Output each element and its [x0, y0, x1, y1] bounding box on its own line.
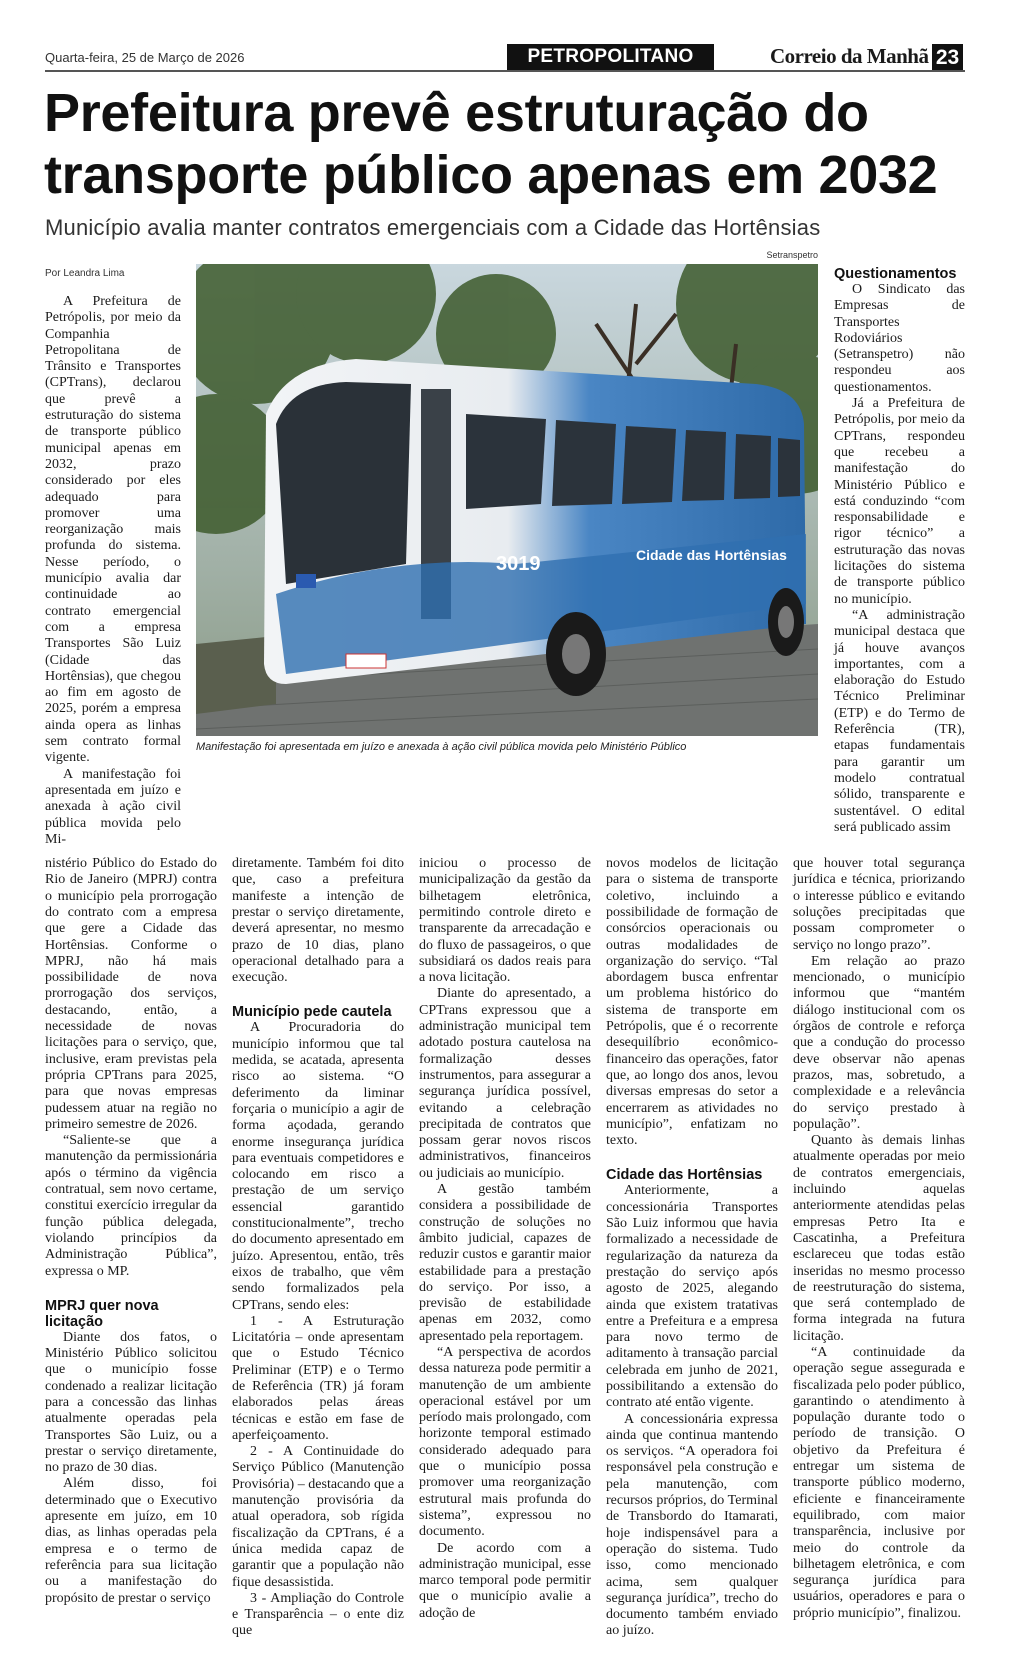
article-paragraph: “A administração municipal destaca que já houve avanços importantes, com a elaboração do Estudo Técnico Preliminar (ETP) e do Termo de Referência (TR), etapas fundamentais para garantir um modelo contratual sólido, transparente e sustentável. O edital será publicado assim [834, 607, 965, 835]
subheadline: Município avalia manter contratos emergenciais com a Cidade das Hortênsias [45, 215, 821, 240]
article-paragraph: nistério Público do Estado do Rio de Janeiro (MPRJ) contra o município pela prorrogação do contrato com a empresa que gere a Cidade das Hortênsias. Conforme o MPRJ, não há mais possibilidade de nova prorrogação dos serviços, destacando, então, a necessidade de novas licitações para o serviço, que, inclusive, eram previstas pela própria CPTrans para 2025, para que novas empresas pudessem atuar na região no primeiro semestre de 2026. [45, 856, 217, 1132]
page-number: 23 [932, 44, 963, 71]
article-paragraph: De acordo com a administração municipal, esse marco temporal pode permitir que o município avalie a adoção de [419, 1540, 591, 1621]
article-column-2 [232, 856, 404, 1640]
article-paragraph: Anteriormente, a concessionária Transportes São Luiz informou que havia formalizado a necessidade de regularização da natureza da prestação do serviço após agosto de 2025, alegando ainda que existem tratativas entre a Prefeitura e a empresa para novo termo de aditamento à transação parcial celebrada em junho de 2021, possibilitando a extensão do contrato até então vigente. [606, 1183, 778, 1411]
article-paragraph: 3 - Ampliação do Controle e Transparência – o ente diz que [232, 1590, 404, 1639]
section-heading: Cidade das Hortênsias [606, 1167, 763, 1184]
newspaper-logo: Correio da Manhã [770, 44, 929, 68]
article-paragraph: que houver total segurança jurídica e técnica, priorizando o interesse público e evitando soluções precipitadas que possam comprometer o serviço no longo prazo”. [793, 856, 965, 953]
byline: Por Leandra Lima [45, 268, 125, 279]
article-paragraph: A Prefeitura de Petrópolis, por meio da Companhia Petropolitana de Trânsito e Transportes (CPTrans), declarou que prevê a estruturação do sistema de transporte público municipal apenas em 2032, prazo considerado por eles adequado para promover uma reorganização mais profunda do sistema. Nesse período, o município avalia dar continuidade ao contrato emergencial com a empresa Transportes São Luiz (Cidade das Hortênsias), que chegou ao fim em agosto de 2025, porém a empresa ainda opera as linhas sem contrato formal vigente. [45, 294, 181, 766]
bus-label: Cidade das Hortênsias [636, 547, 787, 563]
article-body [45, 264, 965, 1640]
article-paragraph: Diante do apresentado, a CPTrans expressou que a administração municipal tem adotado postura cautelosa na formalização desses instrumentos, para assegurar a segurança jurídica possível, evitando a celebração precipitada de contratos que possam gerar novos riscos administrativos, financeiros ou judiciais ao município. [419, 986, 591, 1181]
bus-photo [196, 264, 818, 736]
article-paragraph: A gestão também considera a possibilidade de construção de soluções no âmbito judicial, capazes de reduzir custos e garantir maior estabilidade para a prestação do serviço. Por isso, a previsão de estabilidade apenas em 2032, como apresentado pela reportagem. [419, 1182, 591, 1344]
article-paragraph: “Saliente-se que a manutenção da permissionária após o término da vigência contratual, sem novo certame, constitui exercício irregular da função pública delegada, violando princípios da Administração Pública”, expressa o MP. [45, 1133, 217, 1279]
article-paragraph: O Sindicato das Empresas de Transportes Rodoviários (Setranspetro) não respondeu aos questionamentos. [834, 282, 965, 395]
article-column-1 [45, 856, 217, 1607]
photo-caption: Manifestação foi apresentada em juízo e anexada à ação civil pública movida pelo Ministério Público [196, 741, 687, 753]
article-paragraph: iniciou o processo de municipalização da gestão da bilhetagem eletrônica, permitindo controle direto e transparente da arrecadação e do fluxo de passageiros, o que subsidiará os dados reais para a nova licitação. [419, 856, 591, 986]
photo-block [196, 264, 819, 754]
headline: Prefeitura prevê estruturação do transporte público apenas em 2032 [44, 83, 938, 205]
article-paragraph: novos modelos de licitação para o sistema de transporte coletivo, incluindo a possibilidade de formação de consórcios operacionais ou outras modalidades de organização do serviço. “Tal abordagem busca enfrentar um problema histórico do sistema de transporte em Petrópolis, que é o recorrente desequilíbrio econômico-financeiro das operações, fator que, ao longo dos anos, levou diversas empresas do setor a encerrarem as atividades no município”, enfatizam no texto. [606, 856, 778, 1149]
article-paragraph: Em relação ao prazo mencionado, o município informou que “mantém diálogo institucional com os órgãos de controle e reforça que a condução do processo deve observar não apenas prazos, mas, sobretudo, a complexidade e a relevância do serviço prestado à população”. [793, 953, 965, 1132]
article-paragraph: A Procuradoria do município informou que tal medida, se acatada, apresenta risco ao sistema. “O deferimento da liminar forçaria o município a agir de forma açodada, gerando enorme insegurança jurídica para eventuais competidores e colocando em risco a prestação de um serviço essencial garantido constitucionalmente”, trecho do documento apresentado em juízo. Apresentou, então, três eixos de trabalho, que vêm sendo formalizados pela CPTrans, sendo eles: [232, 1020, 404, 1313]
section-heading: Município pede cautela [232, 1004, 392, 1021]
article-column-3 [419, 856, 591, 1622]
article-column-5 [793, 856, 965, 1622]
article-paragraph: Já a Prefeitura de Petrópolis, por meio da CPTrans, respondeu que recebeu a manifestação do Ministério Público e está conduzindo “com responsabilidade e rigor técnico” a estruturação das novas licitações do sistema de transporte público no município. [834, 396, 965, 607]
article-paragraph: Além disso, foi determinado que o Executivo apresente em juízo, em 10 dias, as linhas operadas pela empresa e o termo de referência para sua licitação ou a manifestação do propósito de prestar o serviço [45, 1476, 217, 1606]
article-paragraph: A manifestação foi apresentada em juízo e anexada à ação civil pública movida pelo Mi- [45, 766, 181, 847]
article-paragraph: 1 - A Estruturação Licitatória – onde apresentam que o Estudo Técnico Preliminar (ETP) e o Termo de Referência (TR) já foram elaborados pelas áreas técnicas e estão em fase de aperfeiçoamento. [232, 1313, 404, 1443]
section-heading: MPRJ quer nova licitação [45, 1297, 159, 1330]
photo-credit: Setranspetro [766, 250, 818, 260]
article-paragraph: diretamente. Também foi dito que, caso a prefeitura manifeste a intenção de prestar o serviço diretamente, deverá apresentar, no mesmo prazo de 10 dias, plano operacional detalhado para a execução. [232, 856, 404, 986]
header-rule [45, 70, 965, 72]
article-paragraph: “A perspectiva de acordos dessa natureza pode permitir a manutenção de um ambiente operacional estável por um período mais prolongado, com horizonte temporal estimado considerado adequado para que o município possa promover uma reorganização estrutural mais profunda do sistema”, expressou no documento. [419, 1345, 591, 1540]
section-heading: Questionamentos [834, 266, 957, 282]
article-paragraph: A concessionária expressa ainda que continua mantendo os serviços. “A operadora foi responsável pela construção e pela manutenção, com recursos próprios, do Terminal de Transbordo do Itamarati, hoje indispensável para a operação do sistema. Tudo isso, como mencionado acima, sem qualquer segurança jurídica”, trecho do documento também enviado ao juízo. [606, 1411, 778, 1639]
bus-number: 3019 [496, 553, 541, 575]
article-column-4 [606, 856, 778, 1640]
article-paragraph: “A continuidade da operação segue assegurada e fiscalizada pelo poder público, garantindo o atendimento à população durante todo o período de transição. O objetivo da Prefeitura é entregar um sistema de transporte público moderno, eficiente e financeiramente equilibrado, com maior transparência, inclusive por meio do controle da bilhetagem eletrônica, e com segurança jurídica para usuários, operadores e para o próprio município”, finalizou. [793, 1345, 965, 1621]
section-label: PETROPOLITANO [507, 44, 714, 70]
article-paragraph: 2 - A Continuidade do Serviço Público (Manutenção Provisória) – destacando que a manutenção provisória da atual operadora, sob rígida fiscalização da CPTrans, é a única medida capaz de garantir que a população não fique desassistida. [232, 1444, 404, 1590]
article-paragraph: Quanto às demais linhas atualmente operadas por meio de contratos emergenciais, incluindo aquelas anteriormente atendidas pelas empresas Petro Ita e Cascatinha, a Prefeitura esclareceu que todas estão inseridas no mesmo processo de reestruturação do sistema, que será contemplado de forma integrada na futura licitação. [793, 1133, 965, 1344]
article-paragraph: Diante dos fatos, o Ministério Público solicitou que o município fosse condenado a realizar licitação para a concessão das linhas atualmente operadas pela Transportes São Luiz, ou a prestar o serviço diretamente, no prazo de 30 dias. [45, 1329, 217, 1476]
article-column-5-top [834, 266, 965, 836]
article-column-1-top [45, 294, 181, 848]
masthead [0, 0, 1010, 74]
issue-date: Quarta-feira, 25 de Março de 2026 [45, 50, 245, 65]
